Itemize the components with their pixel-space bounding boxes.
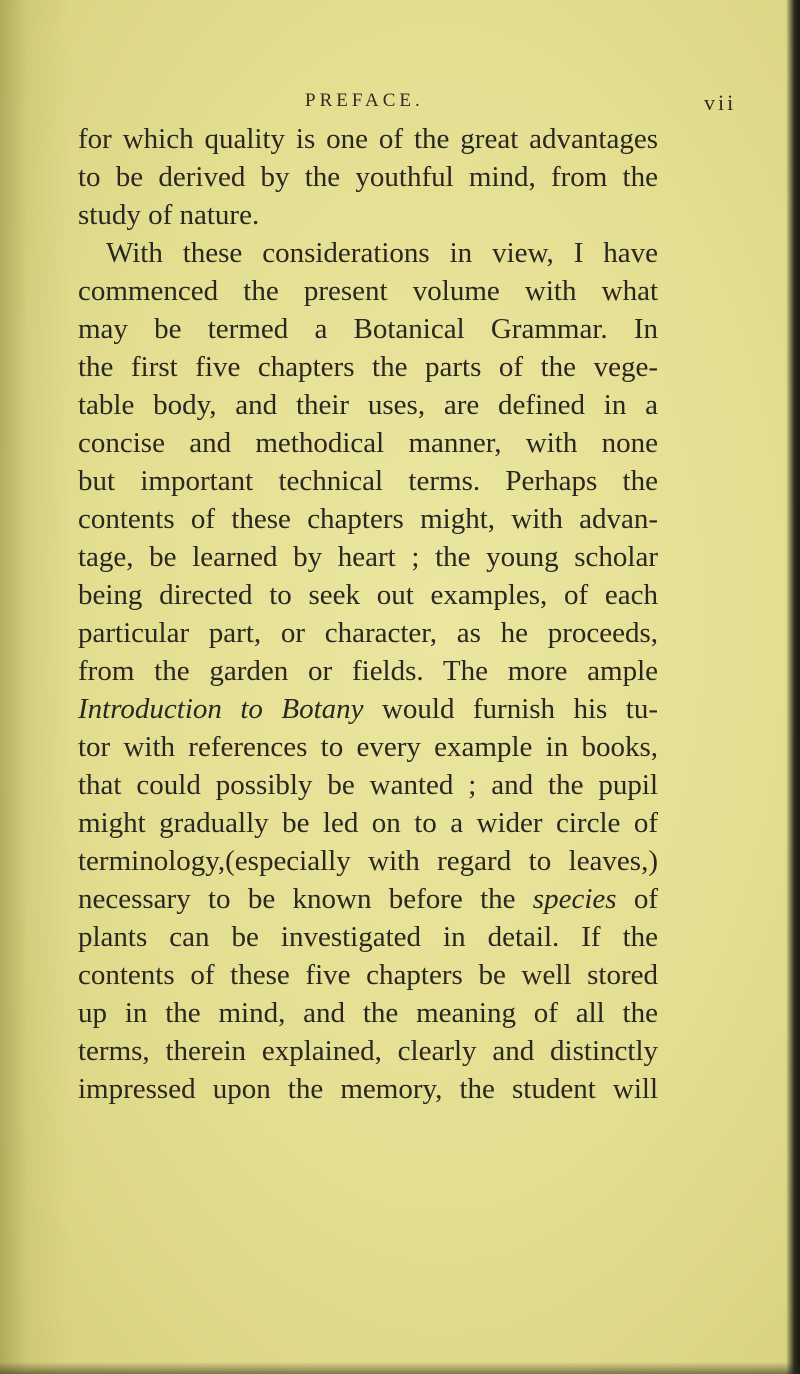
page-header xyxy=(0,76,800,116)
text-line xyxy=(78,462,658,500)
line-text-after: of xyxy=(616,883,658,915)
text-line xyxy=(78,1070,658,1108)
text-line xyxy=(78,652,658,690)
page-right-edge xyxy=(786,0,800,1374)
text-line xyxy=(78,196,658,234)
line-text: tor with references to every example in books, xyxy=(78,731,658,763)
line-text: from the garden or fields. The more ample xyxy=(78,655,658,687)
line-text: With these considerations in view, I have xyxy=(106,237,658,269)
text-line xyxy=(78,956,658,994)
line-text: terms, therein explained, clearly and distinctly xyxy=(78,1035,658,1067)
line-text: study of nature. xyxy=(78,199,260,231)
line-text: impressed upon the memory, the student will xyxy=(78,1073,658,1105)
line-text: but important technical terms. Perhaps the xyxy=(78,465,658,497)
page-gutter-shadow xyxy=(0,0,70,1374)
text-line xyxy=(78,158,658,196)
line-text: plants can be investigated in detail. If the xyxy=(78,921,658,953)
text-line xyxy=(78,538,658,576)
text-line xyxy=(78,766,658,804)
text-line xyxy=(78,690,658,728)
line-text: might gradually be led on to a wider circle of xyxy=(78,807,658,839)
line-text: up in the mind, and the meaning of all the xyxy=(78,997,658,1029)
line-text: may be termed a Botanical Grammar. In xyxy=(78,313,658,345)
text-line xyxy=(78,728,658,766)
text-line xyxy=(78,234,658,272)
page-number: vii xyxy=(704,90,737,115)
text-line xyxy=(78,880,658,918)
line-text: necessary to be known before the xyxy=(78,883,533,915)
line-text: particular part, or character, as he proceeds, xyxy=(78,617,658,649)
line-text: table body, and their uses, are defined in a xyxy=(78,389,658,421)
text-line xyxy=(78,500,658,538)
line-text: to be derived by the youthful mind, from the xyxy=(78,161,658,193)
text-line xyxy=(78,804,658,842)
line-text-after: would furnish his tu- xyxy=(363,693,658,725)
book-title-italic: Introduction to Botany xyxy=(78,693,364,725)
text-line xyxy=(78,424,658,462)
line-text: contents of these five chapters be well stored xyxy=(78,959,658,991)
line-text: commenced the present volume with what xyxy=(78,275,658,307)
text-line xyxy=(78,576,658,614)
line-text: the first five chapters the parts of the vege- xyxy=(78,351,658,383)
text-line xyxy=(78,842,658,880)
text-line xyxy=(78,1032,658,1070)
text-line xyxy=(78,994,658,1032)
line-text: contents of these chapters might, with advan- xyxy=(78,503,658,535)
line-text: terminology,(especially with regard to leaves,) xyxy=(78,845,658,877)
line-text: being directed to seek out examples, of each xyxy=(78,579,658,611)
line-text: concise and methodical manner, with none xyxy=(78,427,658,459)
text-line xyxy=(78,272,658,310)
text-line xyxy=(78,386,658,424)
line-text: tage, be learned by heart ; the young scholar xyxy=(78,541,658,573)
text-line xyxy=(78,918,658,956)
running-head: PREFACE. xyxy=(305,90,424,111)
line-text: for which quality is one of the great advantages xyxy=(78,123,658,155)
page-bottom-edge xyxy=(0,1362,800,1374)
text-line xyxy=(78,310,658,348)
text-line xyxy=(78,120,658,158)
line-text: that could possibly be wanted ; and the pupil xyxy=(78,769,658,801)
text-line xyxy=(78,348,658,386)
text-line xyxy=(78,614,658,652)
species-italic: species xyxy=(532,883,617,915)
